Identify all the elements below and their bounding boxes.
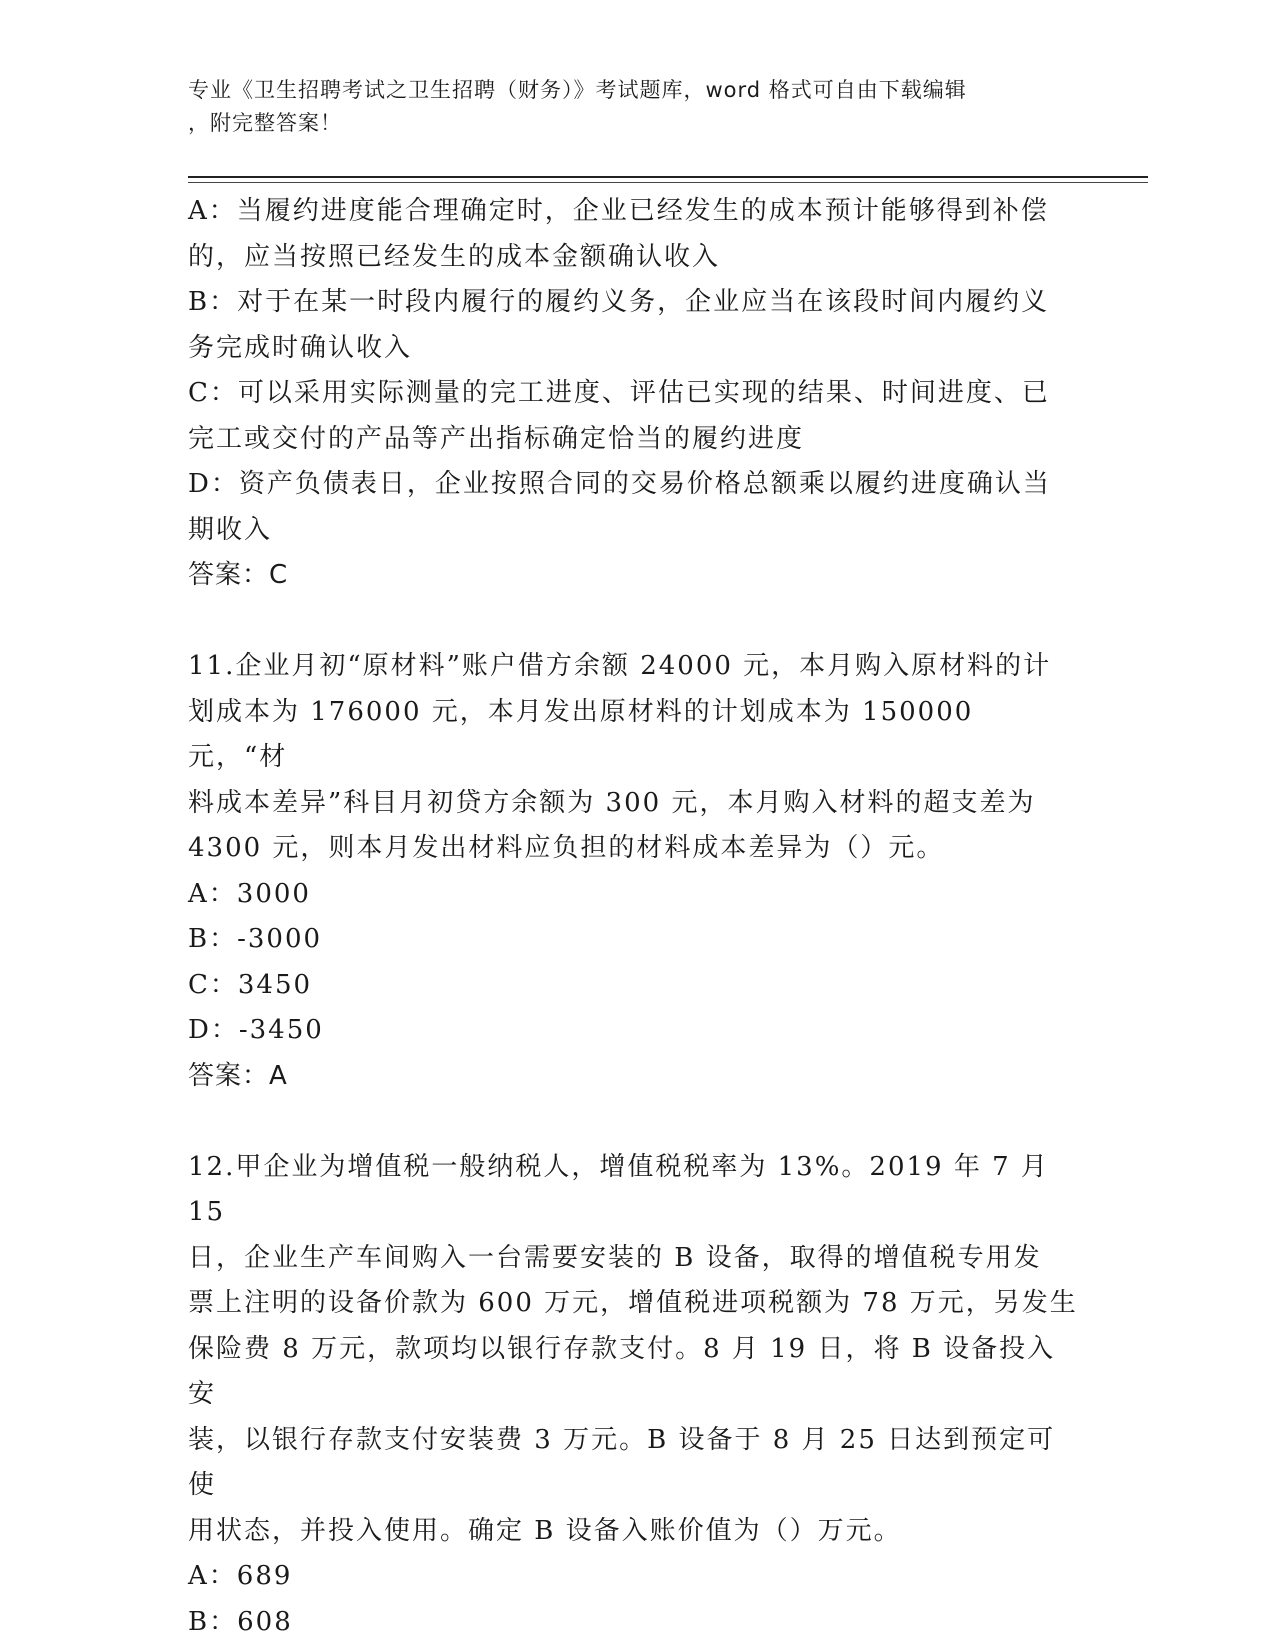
q12-stem-line-4: 保险费 8 万元，款项均以银行存款支付。8 月 19 日，将 B 设备投入安 xyxy=(188,1333,1056,1409)
header-divider-thin xyxy=(188,182,1148,183)
q11-option-c: C：3450 xyxy=(188,969,313,1000)
q11-stem-line-3: 料成本差异”科目月初贷方余额为 300 元，本月购入材料的超支差为 xyxy=(188,787,1036,818)
q11-stem-line-4: 4300 元，则本月发出材料应负担的材料成本差异为（）元。 xyxy=(188,833,945,863)
question-12 xyxy=(188,1145,1078,1646)
q10-option-a-line-2: 的，应当按照已经发生的成本金额确认收入 xyxy=(188,241,721,272)
q12-option-a: A：689 xyxy=(188,1561,293,1591)
header-divider-thick xyxy=(188,176,1148,178)
q12-stem-line-3: 票上注明的设备价款为 600 万元，增值税进项税额为 78 万元，另发生 xyxy=(188,1288,1078,1318)
question-content xyxy=(188,189,1078,1645)
q12-stem-line-2: 日，企业生产车间购入一台需要安装的 B 设备，取得的增值税专用发 xyxy=(188,1242,1042,1273)
q10-option-b-line-2: 务完成时确认收入 xyxy=(188,332,413,363)
q11-answer: 答案：A xyxy=(188,1060,288,1091)
q10-answer: 答案：C xyxy=(188,560,289,590)
spacer xyxy=(188,599,1078,645)
q10-option-c-line-2: 完工或交付的产品等产出指标确定恰当的履约进度 xyxy=(188,423,805,454)
q12-stem-line-6: 用状态，并投入使用。确定 B 设备入账价值为（）万元。 xyxy=(188,1515,902,1546)
q11-option-b: B：-3000 xyxy=(188,924,323,954)
header-line-2: ，附完整答案！ xyxy=(188,111,342,135)
document-header xyxy=(188,74,1068,140)
q10-option-c-line-1: C：可以采用实际测量的完工进度、评估已实现的结果、时间进度、已 xyxy=(188,378,1050,408)
q12-option-b: B：608 xyxy=(188,1606,293,1637)
header-line-1: 专业《卫生招聘考试之卫生招聘（财务）》考试题库，word 格式可自由下载编辑 xyxy=(188,78,967,102)
question-10 xyxy=(188,189,1078,599)
q11-stem-line-2: 划成本为 176000 元，本月发出原材料的计划成本为 150000 元，“材 xyxy=(188,696,974,772)
q11-option-d: D：-3450 xyxy=(188,1015,324,1045)
question-11 xyxy=(188,644,1078,1099)
q12-stem-line-1: 12.甲企业为增值税一般纳税人，增值税税率为 13%。2019 年 7 月 15 xyxy=(188,1151,1049,1227)
spacer xyxy=(188,1099,1078,1145)
q10-option-b-line-1: B：对于在某一时段内履行的履约义务，企业应当在该段时间内履约义 xyxy=(188,287,1050,317)
q10-option-d-line-1: D：资产负债表日，企业按照合同的交易价格总额乘以履约进度确认当 xyxy=(188,469,1051,499)
q11-option-a: A：3000 xyxy=(188,878,311,909)
q12-stem-line-5: 装，以银行存款支付安装费 3 万元。B 设备于 8 月 25 日达到预定可使 xyxy=(188,1424,1056,1500)
q10-option-a-line-1: A：当履约进度能合理确定时，企业已经发生的成本预计能够得到补偿 xyxy=(188,196,1049,226)
q11-stem-line-1: 11.企业月初“原材料”账户借方余额 24000 元，本月购入原材料的计 xyxy=(188,651,1052,681)
q10-option-d-line-2: 期收入 xyxy=(188,514,273,545)
